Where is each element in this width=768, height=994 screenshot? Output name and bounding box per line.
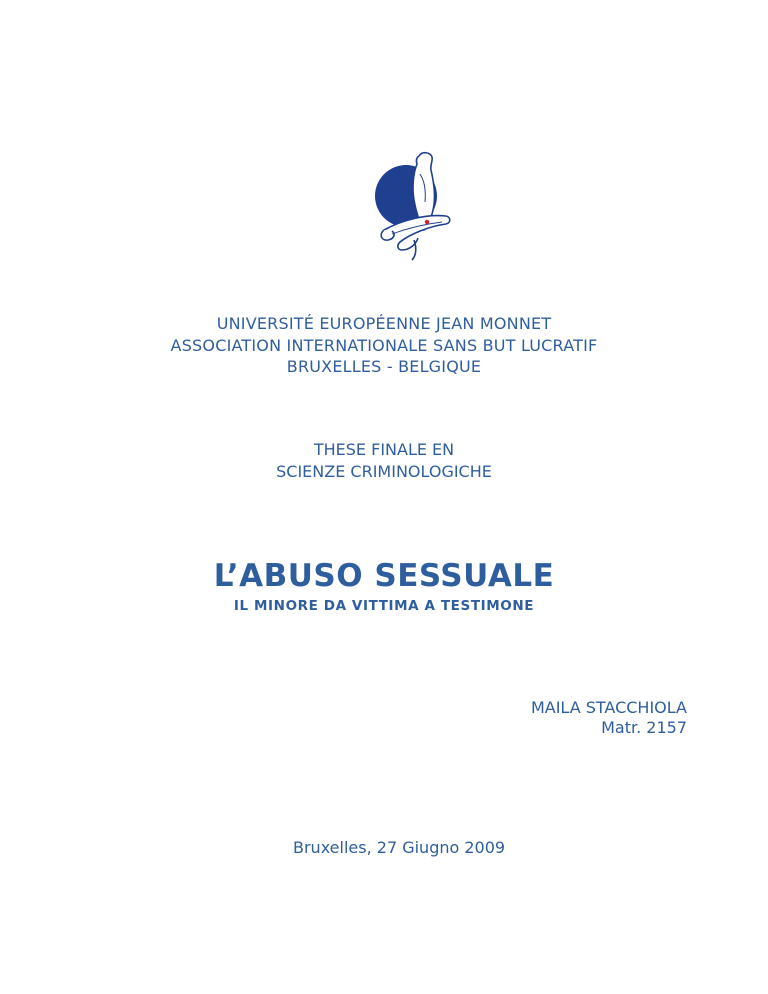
author-matriculation: Matr. 2157 <box>601 718 687 737</box>
place-and-date: Bruxelles, 27 Giugno 2009 <box>293 838 506 857</box>
institution-block <box>0 313 768 378</box>
thesis-line-2: SCIENZE CRIMINOLOGICHE <box>276 461 492 481</box>
author-block <box>531 698 687 738</box>
institution-line-2: ASSOCIATION INTERNATIONALE SANS BUT LUCRATIF <box>170 335 598 355</box>
author-name: MAILA STACCHIOLA <box>530 698 687 717</box>
document-title: L’ABUSO SESSUALE <box>213 558 555 594</box>
thesis-block <box>0 439 768 482</box>
logo-red-dot <box>425 220 429 224</box>
institution-line-1: UNIVERSITÉ EUROPÉENNE JEAN MONNET <box>216 314 552 333</box>
thesis-line-1: THESE FINALE EN <box>313 440 455 459</box>
institution-line-3: BRUXELLES - BELGIQUE <box>286 357 482 376</box>
university-logo-icon <box>370 150 458 262</box>
document-subtitle: IL MINORE DA VITTIMA A TESTIMONE <box>233 598 535 614</box>
